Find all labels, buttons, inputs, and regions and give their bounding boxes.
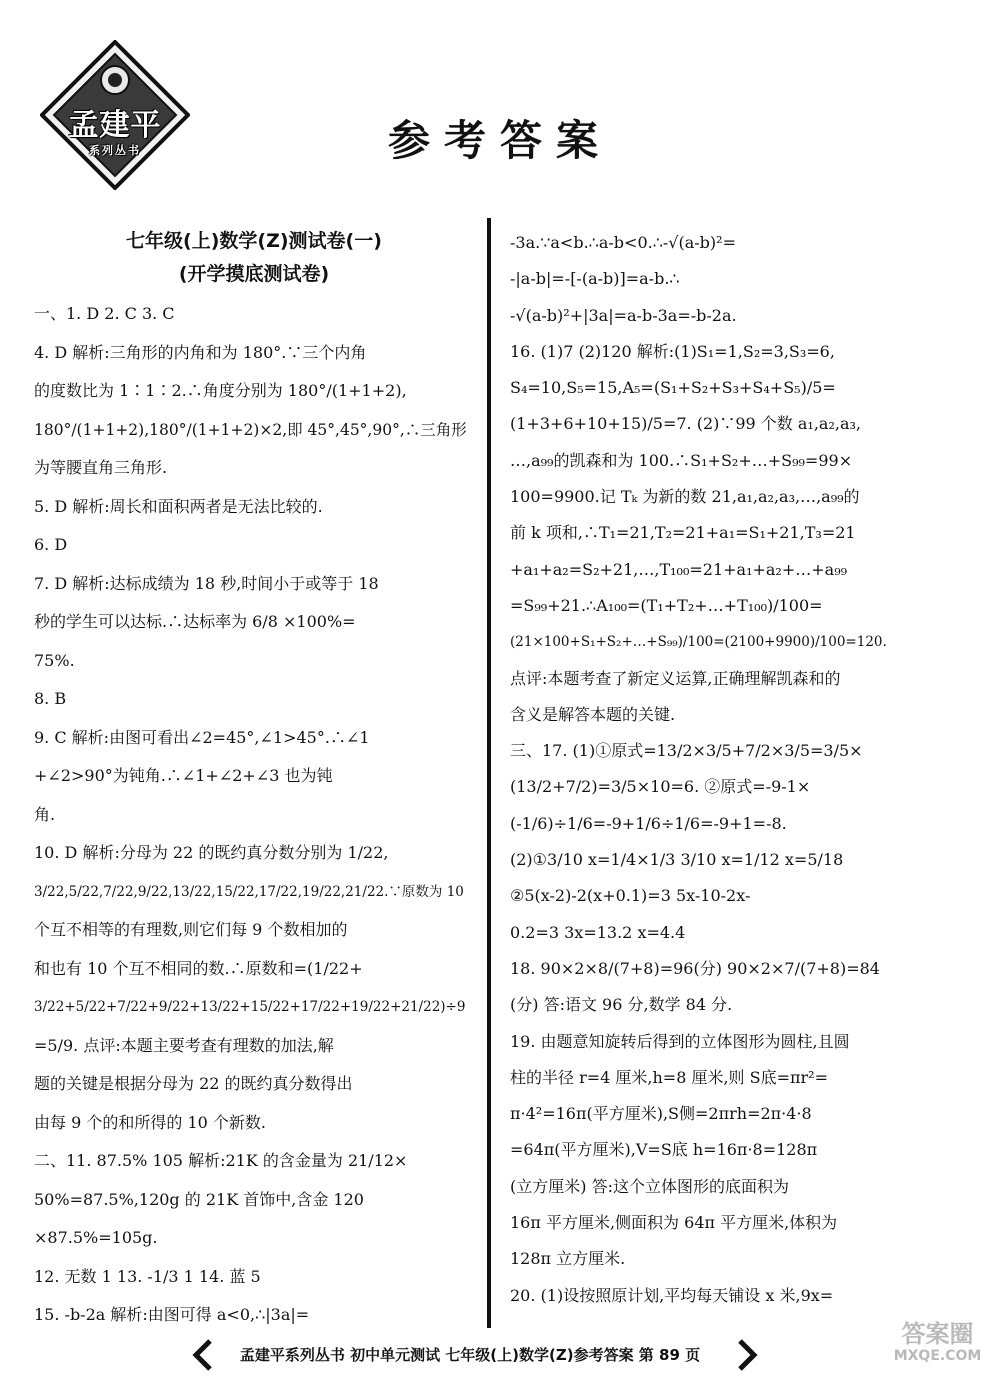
answer-line: 7. D 解析:达标成绩为 18 秒,时间小于或等于 18 bbox=[34, 573, 379, 593]
answer-line: 18. 90×2×8/(7+8)=96(分) 90×2×7/(7+8)=84 bbox=[510, 958, 880, 978]
answer-line: 的度数比为 1∶1∶2.∴角度分别为 180°/(1+1+2), bbox=[34, 381, 407, 400]
answer-line: 16. (1)7 (2)120 解析:(1)S₁=1,S₂=3,S₃=6, bbox=[510, 341, 835, 361]
answer-line: ×87.5%=105g. bbox=[34, 1228, 158, 1247]
answer-line: (1+3+6+10+15)/5=7. (2)∵99 个数 a₁,a₂,a₃, bbox=[510, 414, 862, 434]
answer-line: 20. (1)设按照原计划,平均每天铺设 x 米,9x= bbox=[510, 1285, 834, 1305]
answer-line: 19. 由题意知旋转后得到的立体图形为圆柱,且圆 bbox=[510, 1031, 850, 1051]
page-footer: 孟建平系列丛书 初中单元测试 七年级(上)数学(Z)参考答案 第 89 页 bbox=[239, 1346, 701, 1364]
answer-line: 点评:本题考查了新定义运算,正确理解凯森和的 bbox=[510, 668, 841, 688]
answer-line: 16π 平方厘米,侧面积为 64π 平方厘米,体积为 bbox=[510, 1213, 838, 1233]
answer-line: 128π 立方厘米. bbox=[510, 1249, 626, 1269]
exam-title: 七年级(上)数学(Z)测试卷(一) bbox=[126, 230, 382, 252]
answer-line: 前 k 项和,∴T₁=21,T₂=21+a₁=S₁+21,T₃=21 bbox=[510, 523, 856, 543]
watermark-title: 答案圈 bbox=[901, 1320, 974, 1348]
answer-line: 100=9900.记 Tₖ 为新的数 21,a₁,a₂,a₃,…,a₉₉的 bbox=[510, 487, 860, 507]
answer-line: 0.2=3 3x=13.2 x=4.4 bbox=[510, 922, 686, 942]
watermark-url: MXQE.COM bbox=[893, 1348, 982, 1364]
answer-line: -|a-b|=-[-(a-b)]=a-b.∴ bbox=[510, 269, 680, 289]
logo-subtext: 系列丛书 bbox=[89, 144, 141, 157]
left-column bbox=[34, 225, 474, 1335]
answer-line: 9. C 解析:由图可看出∠2=45°,∠1>45°.∴∠1 bbox=[34, 727, 370, 747]
logo-text: 孟建平 系列丛书 bbox=[46, 100, 184, 158]
chevron-right-icon bbox=[730, 1338, 764, 1372]
answer-line: 6. D bbox=[34, 535, 68, 554]
answer-line: 3/22+5/22+7/22+9/22+13/22+15/22+17/22+19/22+21/22)÷9 bbox=[34, 999, 466, 1015]
left-answer-lines bbox=[34, 295, 474, 1335]
answer-line: 角. bbox=[34, 804, 56, 824]
answer-line: 5. D 解析:周长和面积两者是无法比较的. bbox=[34, 496, 323, 516]
answer-line: =64π(平方厘米),V=S底 h=16π·8=128π bbox=[510, 1140, 818, 1160]
answer-line: 柱的半径 r=4 厘米,h=8 厘米,则 S底=πr²= bbox=[510, 1067, 828, 1087]
answer-line: …,a₉₉的凯森和为 100.∴S₁+S₂+…+S₉₉=99× bbox=[510, 450, 853, 470]
answer-line: 和也有 10 个互不相同的数.∴原数和=(1/22+ bbox=[34, 958, 363, 978]
answer-line: 180°/(1+1+2),180°/(1+1+2)×2,即 45°,45°,90°,∴三角形 bbox=[34, 420, 467, 439]
answer-line: +a₁+a₂=S₂+21,…,T₁₀₀=21+a₁+a₂+…+a₉₉ bbox=[510, 559, 848, 579]
answer-line: (-1/6)÷1/6=-9+1/6÷1/6=-9+1=-8. bbox=[510, 813, 787, 833]
column-divider bbox=[487, 218, 491, 1328]
answer-line: 一、1. D 2. C 3. C bbox=[34, 304, 175, 323]
answer-line: -√(a-b)²+|3a|=a-b-3a=-b-2a. bbox=[510, 305, 737, 325]
answer-line: 50%=87.5%,120g 的 21K 首饰中,含金 120 bbox=[34, 1189, 364, 1209]
answer-line: 秒的学生可以达标.∴达标率为 6/8 ×100%= bbox=[34, 612, 356, 631]
answer-line: 三、17. (1)①原式=13/2×3/5+7/2×3/5=3/5× bbox=[510, 741, 863, 761]
answer-line: 4. D 解析:三角形的内角和为 180°.∵三个内角 bbox=[34, 342, 367, 362]
answer-line: (分) 答:语文 96 分,数学 84 分. bbox=[510, 995, 733, 1015]
answer-line: π·4²=16π(平方厘米),S侧=2πrh=2π·4·8 bbox=[510, 1104, 812, 1124]
answer-line: +∠2>90°为钝角.∴∠1+∠2+∠3 也为钝 bbox=[34, 766, 333, 785]
right-column bbox=[510, 225, 900, 1314]
answer-line: 题的关键是根据分母为 22 的既约真分数得出 bbox=[34, 1074, 353, 1093]
answer-line: (2)①3/10 x=1/4×1/3 3/10 x=1/12 x=5/18 bbox=[510, 850, 844, 870]
answer-line: 为等腰直角三角形. bbox=[34, 458, 168, 477]
answer-line: -3a.∵a<b.∴a-b<0.∴-√(a-b)²= bbox=[510, 233, 736, 252]
answer-line: (13/2+7/2)=3/5×10=6. ②原式=-9-1× bbox=[510, 777, 811, 797]
answer-line: =5/9. 点评:本题主要考查有理数的加法,解 bbox=[34, 1035, 334, 1055]
exam-subtitle: (开学摸底测试卷) bbox=[178, 263, 330, 285]
answer-line: 8. B bbox=[34, 689, 67, 708]
answer-line: 10. D 解析:分母为 22 的既约真分数分别为 1/22, bbox=[34, 843, 389, 862]
answer-line: 75%. bbox=[34, 650, 75, 670]
answer-line: 个互不相等的有理数,则它们每 9 个数相加的 bbox=[34, 920, 348, 939]
watermark bbox=[880, 1320, 995, 1364]
page-title: 参考答案 bbox=[387, 116, 612, 165]
answer-line: (立方厘米) 答:这个立体图形的底面积为 bbox=[510, 1176, 789, 1196]
answer-line: 含义是解答本题的关键. bbox=[510, 704, 676, 724]
answer-line: 3/22,5/22,7/22,9/22,13/22,15/22,17/22,19/22,21/22.∵原数为 10 bbox=[34, 883, 464, 900]
answer-line: (21×100+S₁+S₂+…+S₉₉)/100=(2100+9900)/100=120. bbox=[510, 634, 887, 651]
answer-line: S₄=10,S₅=15,A₅=(S₁+S₂+S₃+S₄+S₅)/5= bbox=[510, 378, 836, 398]
answer-line: 二、11. 87.5% 105 解析:21K 的含金量为 21/12× bbox=[34, 1151, 408, 1170]
answer-line: 12. 无数 1 13. -1/3 1 14. 蓝 5 bbox=[34, 1266, 261, 1286]
answer-line: ②5(x-2)-2(x+0.1)=3 5x-10-2x- bbox=[510, 886, 751, 906]
right-answer-lines bbox=[510, 225, 900, 1314]
answer-line: 由每 9 个的和所得的 10 个新数. bbox=[34, 1112, 266, 1132]
answer-line: 15. -b-2a 解析:由图可得 a<0,∴|3a|= bbox=[34, 1305, 310, 1324]
answer-line: =S₉₉+21.∴A₁₀₀=(T₁+T₂+…+T₁₀₀)/100= bbox=[510, 595, 823, 615]
